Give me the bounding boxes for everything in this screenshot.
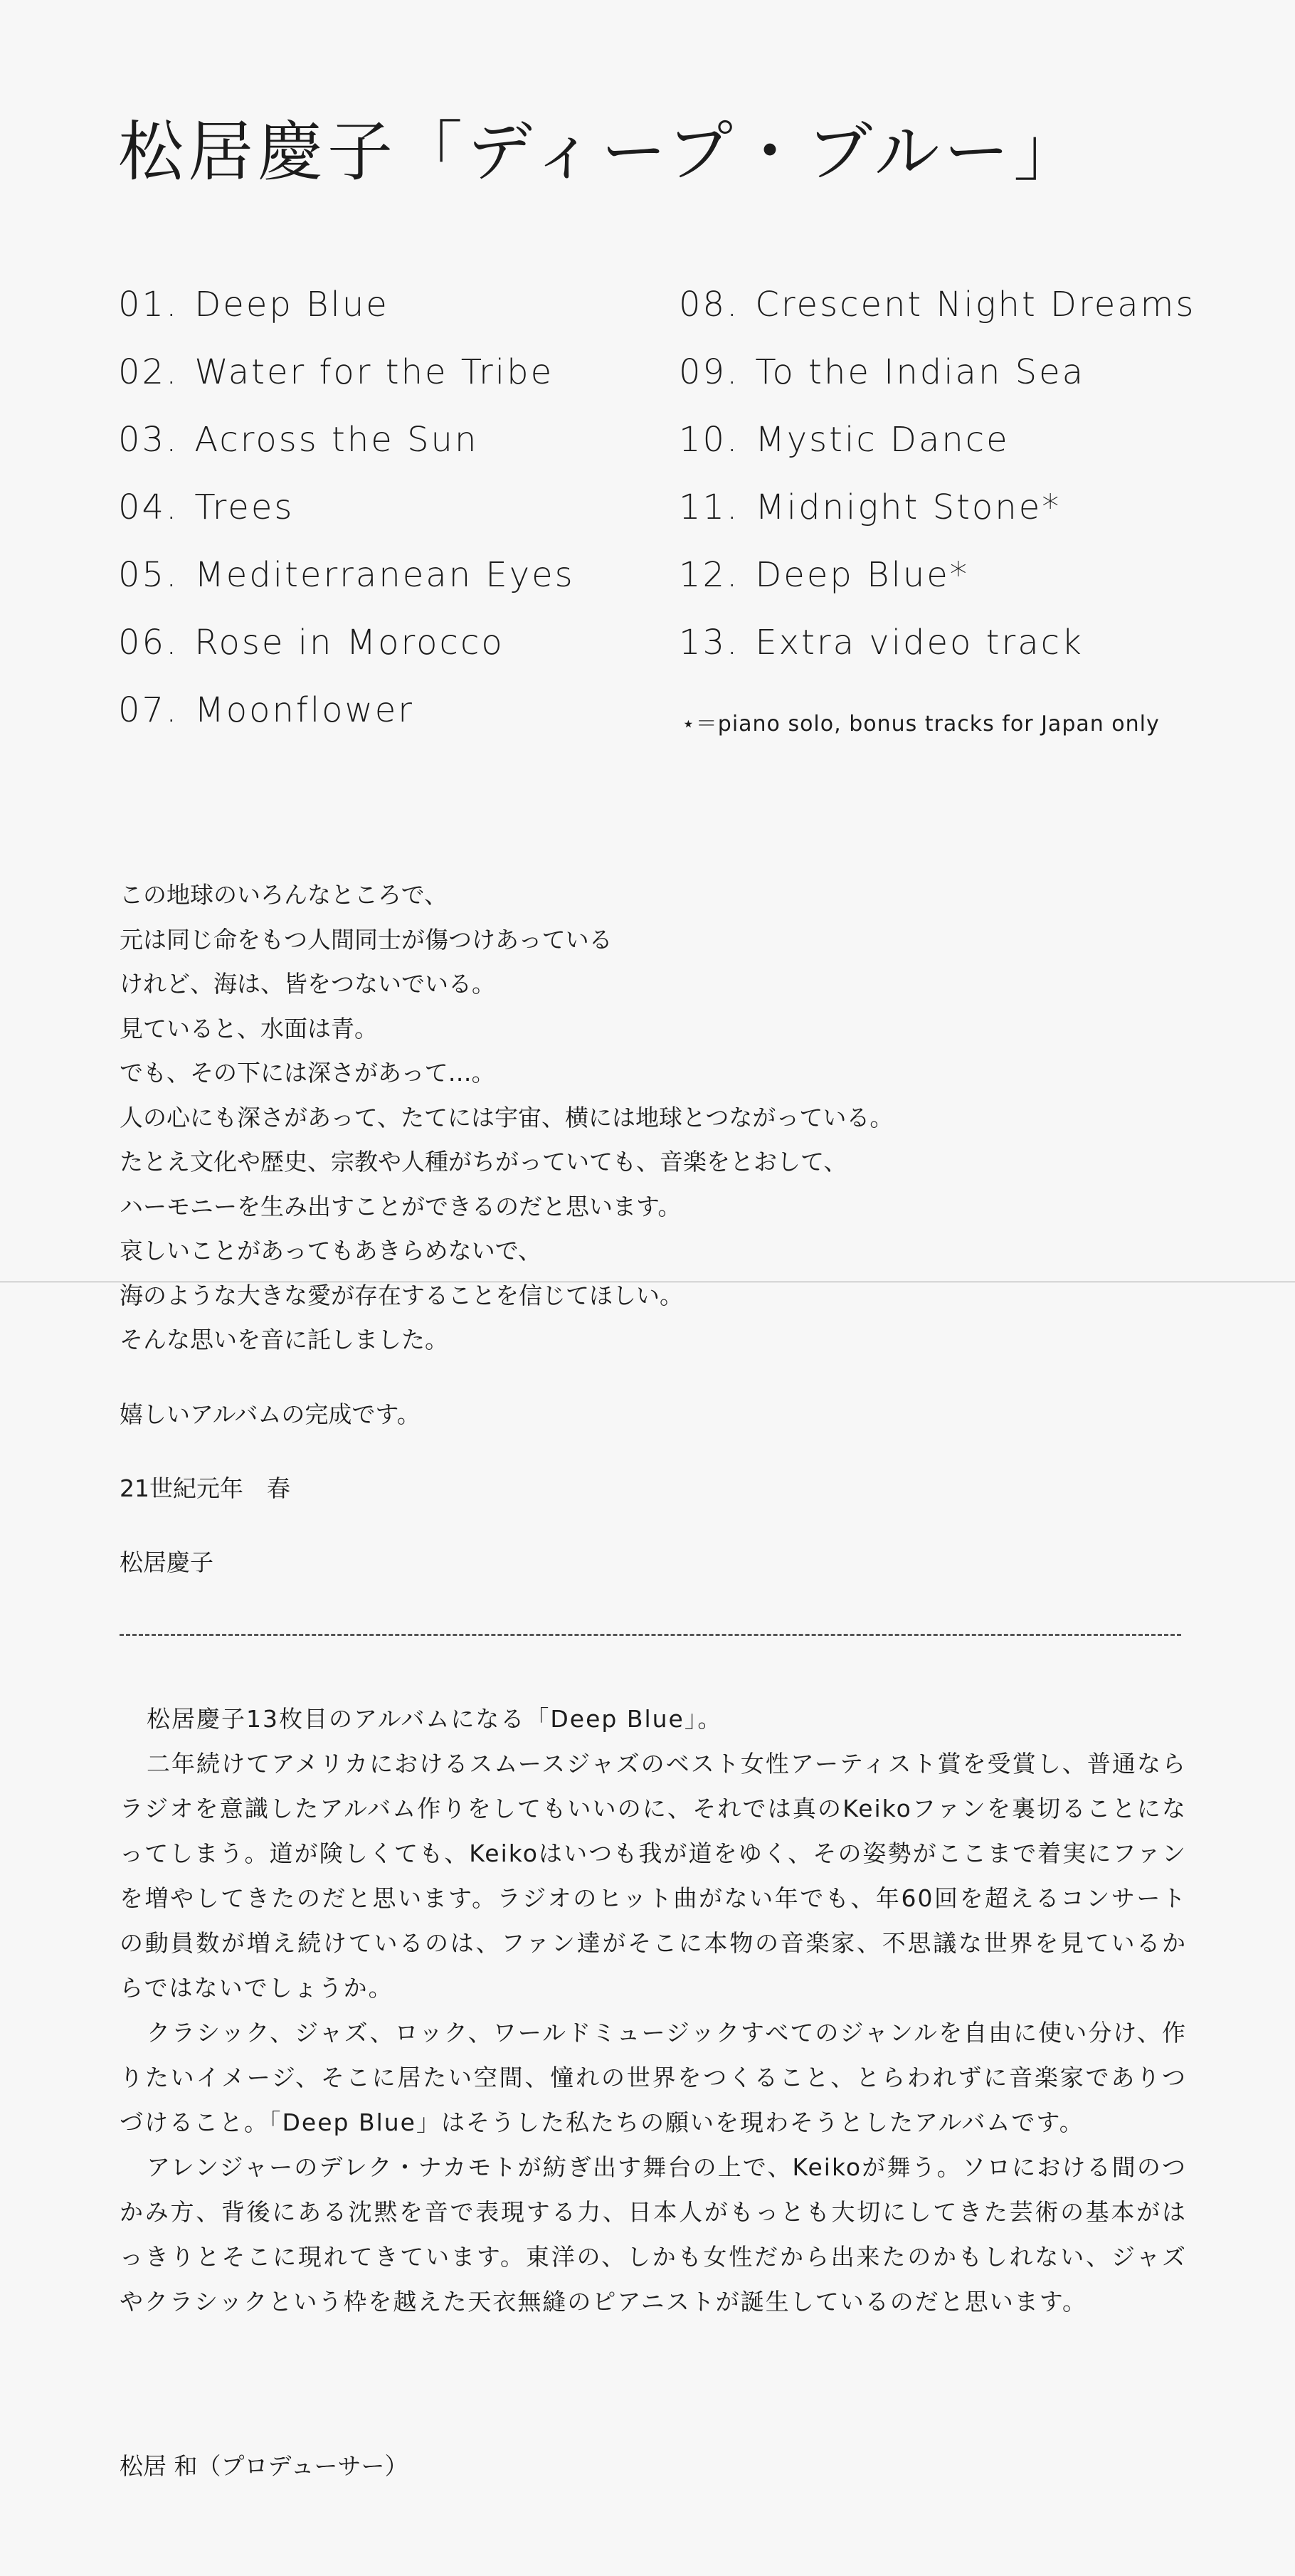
message-line: この地球のいろんなところで、 bbox=[120, 881, 448, 909]
track-name: Mediterranean Eyes bbox=[194, 555, 575, 595]
track-number: 07. bbox=[118, 690, 179, 730]
track-item bbox=[679, 487, 1195, 555]
section-divider bbox=[120, 1634, 1181, 1636]
essay-paragraph: アレンジャーのデレク・ナカモトが紡ぎ出す舞台の上で、Keikoが舞う。ソロにおける間のつかみ方、背後にある沈黙を音で表現する力、日本人がもっとも大切にしてきた芸術の基本がはっきりとそこに現れてきています。東洋の、しかも女性だから出来たのかもしれない、ジャズやクラシックという枠を越えた天衣無縫のピアニストが誕生しているのだと思います。 bbox=[120, 2153, 1187, 2316]
track-name: To the Indian Sea bbox=[755, 352, 1086, 392]
message-date: 21世紀元年 春 bbox=[120, 1474, 290, 1502]
message-signature: 松居慶子 bbox=[120, 1548, 213, 1576]
track-name: Deep Blue* bbox=[755, 555, 969, 595]
message-line: けれど、海は、皆をつないでいる。 bbox=[120, 970, 495, 998]
message-line: でも、その下には深さがあって…。 bbox=[120, 1059, 495, 1087]
producer-credit: 松居 和（プロデューサー） bbox=[120, 2452, 408, 2480]
track-name: Moonflower bbox=[194, 690, 415, 730]
track-name: Water for the Tribe bbox=[194, 352, 554, 392]
track-number: 08. bbox=[679, 285, 740, 324]
track-number: 09. bbox=[679, 352, 740, 392]
track-name: Extra video track bbox=[755, 623, 1084, 663]
album-title: 松居慶子「ディープ・ブルー」 bbox=[118, 114, 1084, 190]
track-item bbox=[679, 352, 1195, 420]
message-line: 見ていると、水面は青。 bbox=[120, 1014, 378, 1042]
track-name: Deep Blue bbox=[194, 285, 389, 324]
message-line: 人の心にも深さがあって、たてには宇宙、横には地球とつながっている。 bbox=[120, 1103, 894, 1131]
track-number: 11. bbox=[679, 487, 740, 527]
essay-paragraph: 松居慶子13枚目のアルバムになる「Deep Blue」。 bbox=[147, 1705, 723, 1733]
track-name: Rose in Morocco bbox=[194, 623, 504, 663]
tracklist-left bbox=[118, 285, 575, 758]
track-item bbox=[118, 420, 575, 487]
message-line: 哀しいことがあってもあきらめないで、 bbox=[120, 1237, 542, 1265]
essay-paragraph: クラシック、ジャズ、ロック、ワールドミュージックすべてのジャンルを自由に使い分け、作りたいイメージ、そこに居たい空間、憧れの世界をつくること、とらわれずに音楽家でありつづけること。「Deep Blue」はそうした私たちの願いを現わそうとしたアルバムです。 bbox=[120, 2019, 1187, 2136]
track-number: 01. bbox=[118, 285, 179, 324]
track-number: 02. bbox=[118, 352, 179, 392]
message-line: そんな思いを音に託しました。 bbox=[120, 1326, 448, 1353]
message-line: 元は同じ命をもつ人間同士が傷つけあっている bbox=[120, 925, 613, 954]
track-name: Mystic Dance bbox=[755, 420, 1010, 460]
producer-essay bbox=[120, 1696, 1187, 2324]
message-line: ハーモニーを生み出すことができるのだと思います。 bbox=[120, 1192, 682, 1220]
essay-paragraph: 二年続けてアメリカにおけるスムースジャズのベスト女性アーティスト賞を受賞し、普通ならラジオを意識したアルバム作りをしてもいいのに、それでは真のKeikoファンを裏切ることになってしまう。道が険しくても、Keikoはいつも我が道をゆく、その姿勢がここまで着実にファンを増やしてきたのだと思います。ラジオのヒット曲がない年でも、年60回を超えるコンサートの動員数が増え続けているのは、ファン達がそこに本物の音楽家、不思議な世界を見ているからではないでしょうか。 bbox=[120, 1750, 1187, 2002]
track-item bbox=[118, 285, 575, 352]
track-item bbox=[679, 555, 1195, 623]
artist-message bbox=[120, 877, 893, 1366]
bonus-track-note: ⋆＝piano solo, bonus tracks for Japan only bbox=[682, 712, 1160, 737]
message-closing: 嬉しいアルバムの完成です。 bbox=[120, 1400, 421, 1428]
track-item bbox=[118, 487, 575, 555]
message-line: 海のような大きな愛が存在することを信じてほしい。 bbox=[120, 1281, 683, 1309]
track-name: Crescent Night Dreams bbox=[755, 285, 1196, 324]
track-item bbox=[118, 623, 575, 690]
track-item bbox=[118, 690, 575, 758]
track-number: 12. bbox=[679, 555, 740, 595]
tracklist-right bbox=[679, 285, 1195, 690]
track-number: 13. bbox=[679, 623, 740, 663]
message-line: たとえ文化や歴史、宗教や人種がちがっていても、音楽をとおして、 bbox=[120, 1148, 847, 1176]
track-number: 04. bbox=[118, 487, 179, 527]
track-name: Across the Sun bbox=[194, 420, 479, 460]
track-number: 03. bbox=[118, 420, 179, 460]
track-item bbox=[679, 623, 1195, 690]
track-item bbox=[679, 420, 1195, 487]
track-number: 06. bbox=[118, 623, 179, 663]
track-number: 10. bbox=[679, 420, 740, 460]
track-number: 05. bbox=[118, 555, 179, 595]
track-item bbox=[118, 555, 575, 623]
track-name: Midnight Stone* bbox=[755, 487, 1062, 527]
track-item bbox=[118, 352, 575, 420]
track-name: Trees bbox=[194, 487, 295, 527]
track-item bbox=[679, 285, 1195, 352]
